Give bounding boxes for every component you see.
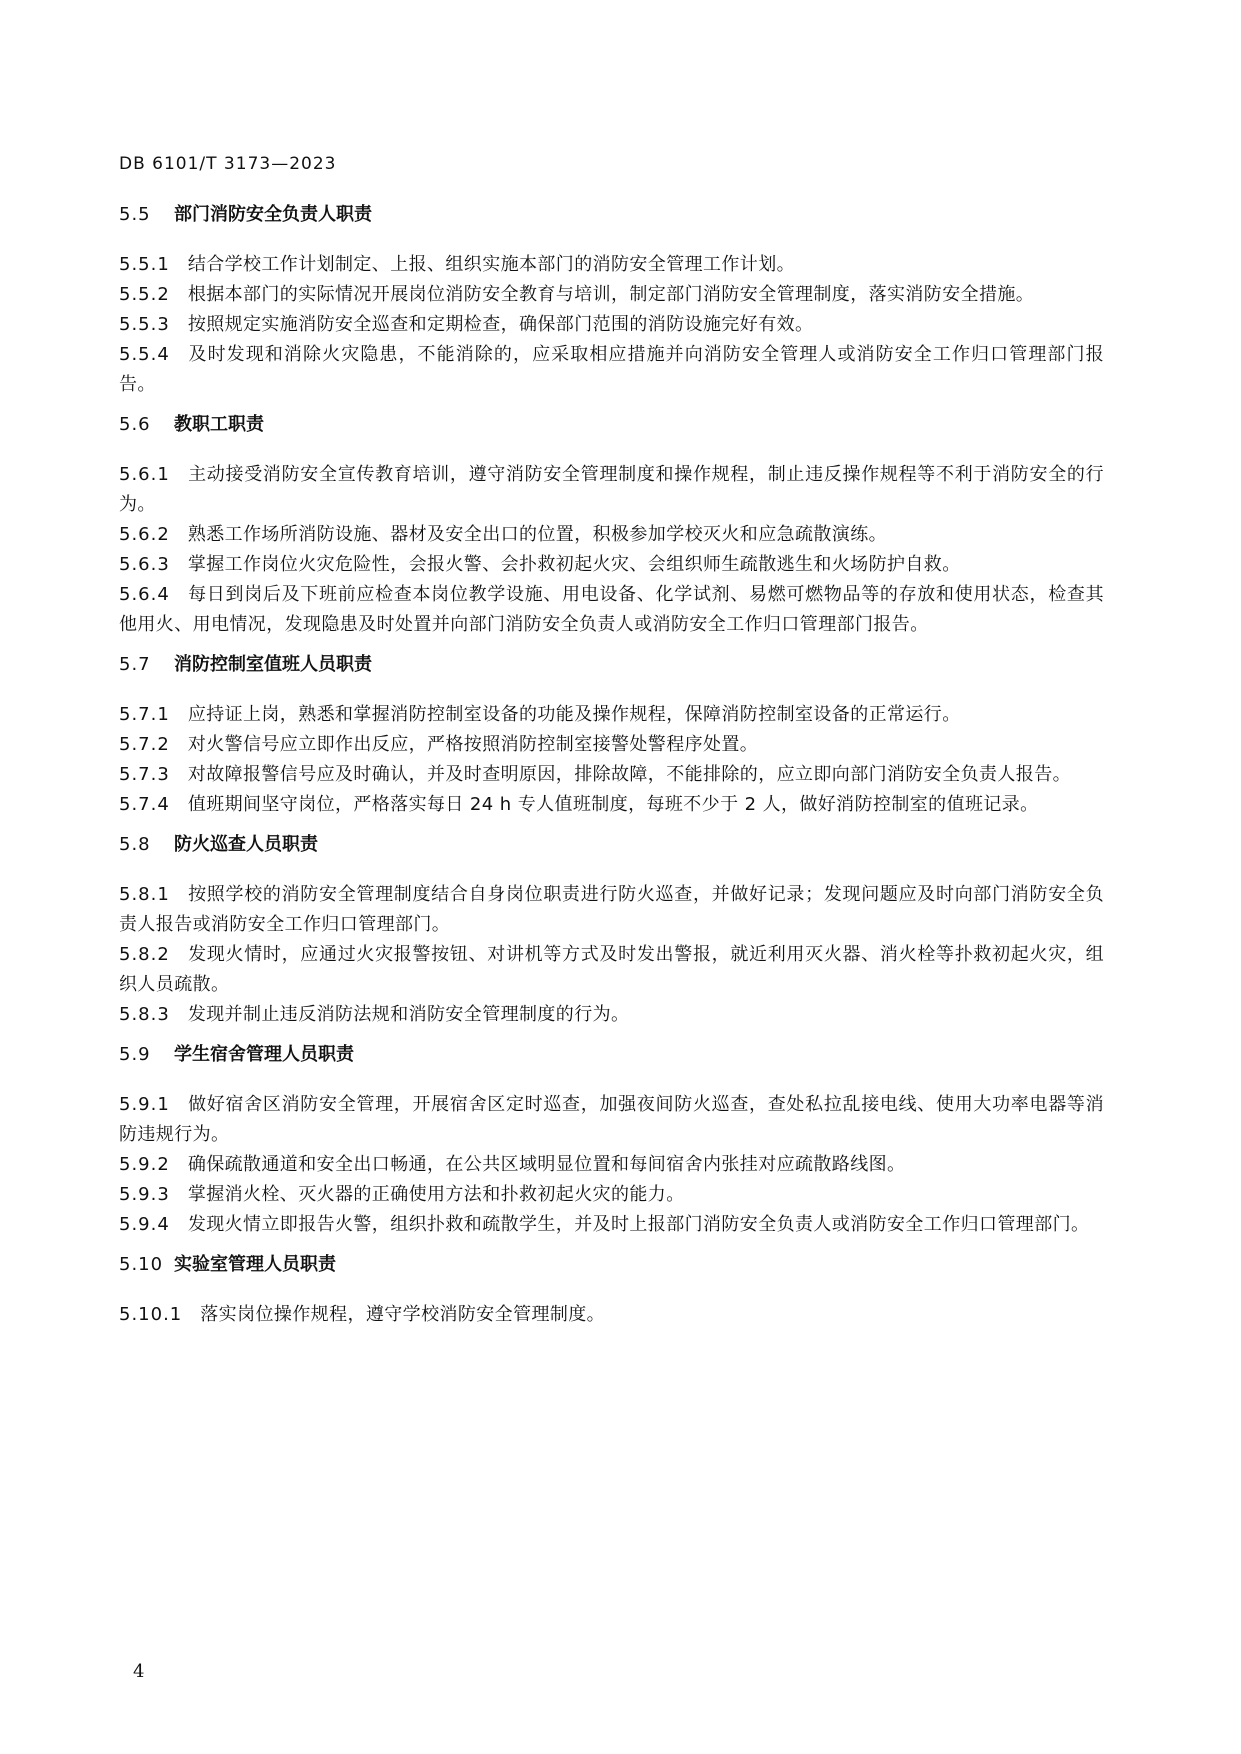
clause-text: 掌握消火栓、灭火器的正确使用方法和扑救初起火灾的能力。 xyxy=(187,1184,685,1205)
clause-number: 5.5.2 xyxy=(119,284,170,305)
clause-text: 根据本部门的实际情况开展岗位消防安全教育与培训，制定部门消防安全管理制度，落实消防安全措施。 xyxy=(187,284,1035,305)
clause xyxy=(119,340,1104,400)
clause xyxy=(119,730,1104,760)
clause xyxy=(119,880,1104,940)
clause-number: 5.9.1 xyxy=(119,1094,170,1115)
section-5-8 xyxy=(119,830,1104,1030)
section-number: 5.5 xyxy=(119,204,151,225)
clause-number: 5.8.2 xyxy=(119,944,170,965)
clause xyxy=(119,1000,1104,1030)
clause-text: 发现火情立即报告火警，组织扑救和疏散学生，并及时上报部门消防安全负责人或消防安全工作归口管理部门。 xyxy=(187,1214,1090,1235)
clause-text: 熟悉工作场所消防设施、器材及安全出口的位置，积极参加学校灭火和应急疏散演练。 xyxy=(187,524,888,545)
section-5-7 xyxy=(119,650,1104,820)
section-5-10 xyxy=(119,1250,1104,1330)
clause-number: 5.5.1 xyxy=(119,254,170,275)
clause xyxy=(119,550,1104,580)
clause-number: 5.8.1 xyxy=(119,884,170,905)
clause xyxy=(119,1090,1104,1150)
clause xyxy=(119,1210,1104,1240)
clause xyxy=(119,760,1104,790)
section-number: 5.9 xyxy=(119,1044,151,1065)
clause-text: 主动接受消防安全宣传教育培训，遵守消防安全管理制度和操作规程，制止违反操作规程等不利于消防安全的行为。 xyxy=(119,464,1104,515)
section-number: 5.8 xyxy=(119,834,151,855)
clause xyxy=(119,310,1104,340)
section-heading xyxy=(119,1250,1104,1280)
section-title: 实验室管理人员职责 xyxy=(174,1254,336,1275)
section-title: 防火巡查人员职责 xyxy=(174,834,318,855)
clause-number: 5.8.3 xyxy=(119,1004,170,1025)
clause xyxy=(119,1150,1104,1180)
clause-text: 按照学校的消防安全管理制度结合自身岗位职责进行防火巡查，并做好记录；发现问题应及时向部门消防安全负责人报告或消防安全工作归口管理部门。 xyxy=(119,884,1104,935)
clause xyxy=(119,700,1104,730)
clause xyxy=(119,250,1104,280)
clause xyxy=(119,580,1104,640)
clause-text: 及时发现和消除火灾隐患，不能消除的，应采取相应措施并向消防安全管理人或消防安全工作归口管理部门报告。 xyxy=(119,344,1104,395)
clause xyxy=(119,520,1104,550)
clause xyxy=(119,460,1104,520)
section-heading xyxy=(119,830,1104,860)
section-heading xyxy=(119,200,1104,230)
clause-number: 5.6.3 xyxy=(119,554,170,575)
clause-text: 结合学校工作计划制定、上报、组织实施本部门的消防安全管理工作计划。 xyxy=(187,254,796,275)
clause-number: 5.9.3 xyxy=(119,1184,170,1205)
clause-number: 5.6.2 xyxy=(119,524,170,545)
clause-text: 值班期间坚守岗位，严格落实每日 24 h 专人值班制度，每班不少于 2 人，做好消防控制室的值班记录。 xyxy=(187,794,1039,815)
clause-number: 5.7.4 xyxy=(119,794,170,815)
section-heading xyxy=(119,650,1104,680)
section-heading xyxy=(119,410,1104,440)
clause-number: 5.7.1 xyxy=(119,704,170,725)
document-id: DB 6101/T 3173—2023 xyxy=(119,154,337,174)
section-title: 部门消防安全负责人职责 xyxy=(174,204,372,225)
clause-number: 5.6.1 xyxy=(119,464,170,485)
section-title: 教职工职责 xyxy=(174,414,264,435)
clause-text: 对故障报警信号应及时确认，并及时查明原因，排除故障，不能排除的，应立即向部门消防安全负责人报告。 xyxy=(187,764,1072,785)
clause-number: 5.10.1 xyxy=(119,1304,183,1325)
clause-text: 做好宿舍区消防安全管理，开展宿舍区定时巡查，加强夜间防火巡查，查处私拉乱接电线、使用大功率电器等消防违规行为。 xyxy=(119,1094,1104,1145)
clause-text: 掌握工作岗位火灾危险性，会报火警、会扑救初起火灾、会组织师生疏散逃生和火场防护自救。 xyxy=(187,554,961,575)
clause-number: 5.9.4 xyxy=(119,1214,170,1235)
clause-text: 对火警信号应立即作出反应，严格按照消防控制室接警处警程序处置。 xyxy=(187,734,759,755)
clause xyxy=(119,280,1104,310)
clause xyxy=(119,1180,1104,1210)
section-5-6 xyxy=(119,410,1104,640)
clause-text: 每日到岗后及下班前应检查本岗位教学设施、用电设备、化学试剂、易燃可燃物品等的存放和使用状态，检查其他用火、用电情况，发现隐患及时处置并向部门消防安全负责人或消防安全工作归口管理部门报告。 xyxy=(119,584,1104,635)
clause-number: 5.7.3 xyxy=(119,764,170,785)
clause-text: 按照规定实施消防安全巡查和定期检查，确保部门范围的消防设施完好有效。 xyxy=(187,314,814,335)
clause-number: 5.5.4 xyxy=(119,344,170,365)
clause-text: 确保疏散通道和安全出口畅通，在公共区域明显位置和每间宿舍内张挂对应疏散路线图。 xyxy=(187,1154,906,1175)
section-5-9 xyxy=(119,1040,1104,1240)
section-title: 消防控制室值班人员职责 xyxy=(174,654,372,675)
document-body xyxy=(119,200,1104,1330)
clause-text: 发现并制止违反消防法规和消防安全管理制度的行为。 xyxy=(187,1004,630,1025)
clause-number: 5.5.3 xyxy=(119,314,170,335)
section-5-5 xyxy=(119,200,1104,400)
clause-text: 应持证上岗，熟悉和掌握消防控制室设备的功能及操作规程，保障消防控制室设备的正常运行。 xyxy=(187,704,961,725)
clause-text: 发现火情时，应通过火灾报警按钮、对讲机等方式及时发出警报，就近利用灭火器、消火栓等扑救初起火灾，组织人员疏散。 xyxy=(119,944,1104,995)
section-number: 5.7 xyxy=(119,654,151,675)
clause-text: 落实岗位操作规程，遵守学校消防安全管理制度。 xyxy=(200,1304,606,1325)
section-number: 5.10 xyxy=(119,1254,164,1275)
section-title: 学生宿舍管理人员职责 xyxy=(174,1044,354,1065)
clause-number: 5.6.4 xyxy=(119,584,170,605)
clause xyxy=(119,790,1104,820)
clause-number: 5.7.2 xyxy=(119,734,170,755)
section-heading xyxy=(119,1040,1104,1070)
clause-number: 5.9.2 xyxy=(119,1154,170,1175)
clause xyxy=(119,1300,1104,1330)
clause xyxy=(119,940,1104,1000)
page-number: 4 xyxy=(133,1661,145,1682)
section-number: 5.6 xyxy=(119,414,151,435)
